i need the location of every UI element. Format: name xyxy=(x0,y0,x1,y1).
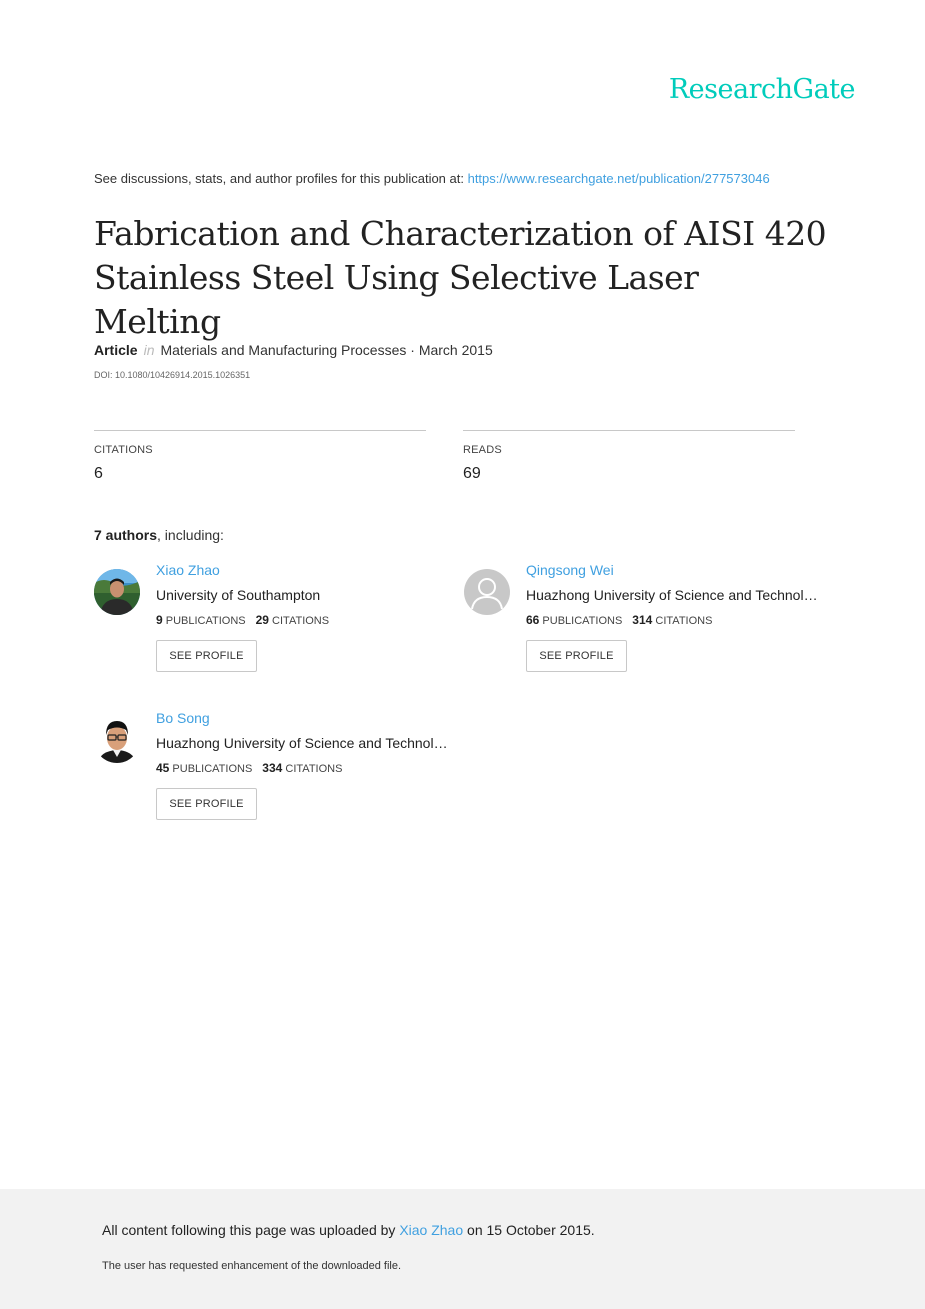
publication-title: Fabrication and Characterization of AISI 420 Stainless Steel Using Selective Laser Melting xyxy=(94,214,827,341)
author-name-link[interactable]: Qingsong Wei xyxy=(526,562,614,578)
upload-info xyxy=(102,1222,595,1238)
authors-count: 7 authors xyxy=(94,527,158,543)
upload-prefix: All content following this page was uploaded by xyxy=(102,1222,400,1238)
reads-stat xyxy=(463,430,795,483)
author-info xyxy=(156,561,476,672)
footer xyxy=(0,1189,925,1309)
article-type: Article xyxy=(94,342,138,358)
author-stats xyxy=(526,613,846,627)
authors-suffix: , including: xyxy=(157,527,224,543)
citations-label: CITATIONS xyxy=(655,615,713,627)
venue-date: Materials and Manufacturing Processes · March 2015 xyxy=(160,342,493,358)
citations-stat xyxy=(94,430,426,483)
citations-count: 29 xyxy=(255,613,269,627)
in-word: in xyxy=(143,342,155,358)
see-profile-button[interactable]: SEE PROFILE xyxy=(156,640,257,672)
author-avatar-placeholder[interactable] xyxy=(464,569,510,615)
citations-label: CITATIONS xyxy=(94,444,153,456)
uploader-link[interactable]: Xiao Zhao xyxy=(399,1222,464,1238)
author-stats xyxy=(156,613,476,627)
see-discussions-line xyxy=(94,171,770,186)
author-institution: University of Southampton xyxy=(156,587,321,603)
publications-label: PUBLICATIONS xyxy=(172,763,253,775)
see-profile-button[interactable]: SEE PROFILE xyxy=(526,640,627,672)
citations-value: 6 xyxy=(94,465,103,482)
reads-value: 69 xyxy=(463,465,481,482)
author-info xyxy=(526,561,846,672)
citations-count: 314 xyxy=(632,613,653,627)
authors-heading xyxy=(94,527,224,543)
author-institution: Huazhong University of Science and Technol… xyxy=(526,587,818,603)
author-stats xyxy=(156,761,476,775)
see-profile-button[interactable]: SEE PROFILE xyxy=(156,788,257,820)
publications-count: 66 xyxy=(526,613,540,627)
publications-count: 45 xyxy=(156,761,170,775)
citations-label: CITATIONS xyxy=(272,615,330,627)
upload-suffix: on 15 October 2015. xyxy=(463,1222,595,1238)
author-name-link[interactable]: Bo Song xyxy=(156,710,210,726)
citations-count: 334 xyxy=(262,761,283,775)
publication-url-link[interactable]: https://www.researchgate.net/publication/277573046 xyxy=(467,171,770,186)
author-name-link[interactable]: Xiao Zhao xyxy=(156,562,220,578)
article-meta xyxy=(94,342,493,358)
researchgate-logo[interactable]: ResearchGate xyxy=(668,74,855,105)
publications-label: PUBLICATIONS xyxy=(542,615,623,627)
enhancement-note: The user has requested enhancement of the downloaded file. xyxy=(102,1260,402,1272)
see-discussions-text: See discussions, stats, and author profiles for this publication at: xyxy=(94,171,468,186)
reads-label: READS xyxy=(463,444,502,456)
citations-label: CITATIONS xyxy=(285,763,343,775)
publications-count: 9 xyxy=(156,613,163,627)
author-avatar[interactable] xyxy=(94,717,140,763)
doi: DOI: 10.1080/10426914.2015.1026351 xyxy=(94,370,251,380)
author-avatar[interactable] xyxy=(94,569,140,615)
publications-label: PUBLICATIONS xyxy=(165,615,246,627)
author-info xyxy=(156,709,476,820)
author-institution: Huazhong University of Science and Technol… xyxy=(156,735,448,751)
